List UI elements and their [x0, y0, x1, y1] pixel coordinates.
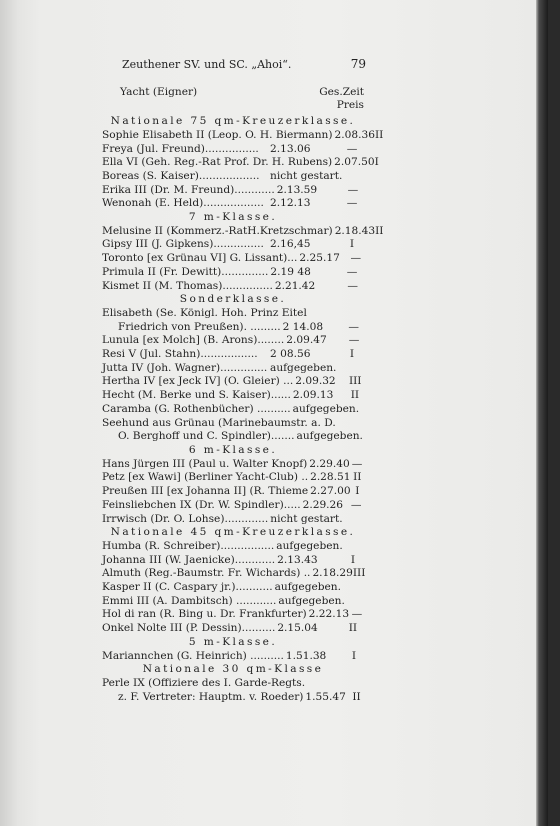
total-time: 2.07.50 — [334, 156, 375, 169]
prize: III — [348, 375, 362, 388]
yacht-owner: Toronto [ex Grünau VI] G. Lissant)... — [102, 252, 298, 265]
total-time: 2.19 48 — [270, 265, 311, 278]
result-row — [102, 143, 364, 157]
prize — [363, 430, 364, 444]
yacht-owner: Onkel Nolte III (P. Dessin).......... — [102, 622, 276, 635]
total-time: nicht gestart. — [270, 169, 343, 182]
yacht-owner: Kasper II (C. Caspary jr.)........... — [102, 581, 273, 594]
prize: II — [374, 128, 384, 141]
prize — [340, 362, 364, 376]
yacht-owner: O. Berghoff und C. Spindler)....... — [118, 430, 295, 443]
yacht-owner: Irrwisch (Dr. O. Lohse)............. — [102, 512, 269, 525]
total-time: aufgegeben. — [296, 430, 363, 443]
prize: — — [346, 265, 358, 278]
total-time: 2.18.29 — [312, 567, 353, 580]
total-time: 2.13.43 — [277, 553, 318, 566]
yacht-owner: Hol di ran (R. Bing u. Dr. Frankfurter) — [102, 608, 307, 621]
result-row — [102, 307, 364, 321]
result-row — [102, 156, 379, 170]
prize — [359, 403, 364, 417]
total-time — [336, 417, 358, 431]
yacht-owner: Kismet II (M. Thomas)............... — [102, 279, 273, 292]
result-row — [102, 471, 364, 485]
yacht-owner: Boreas (S. Kaiser).................. — [102, 169, 260, 182]
yacht-owner: Jutta IV (Joh. Wagner).............. — [102, 361, 268, 374]
result-row — [102, 403, 364, 417]
prize: — — [351, 457, 363, 470]
result-row — [102, 677, 364, 691]
result-row — [102, 581, 364, 595]
total-time — [307, 307, 350, 321]
result-row — [102, 540, 364, 554]
total-time: aufgegeben. — [276, 539, 343, 552]
total-time: 2.13.59 — [276, 183, 318, 196]
prize: I — [350, 553, 355, 566]
result-row — [102, 691, 364, 705]
class-heading: Nationale 30 qm-Klasse — [142, 663, 324, 676]
total-time: 2.29.26 — [302, 498, 344, 511]
prize: — — [348, 320, 359, 333]
yacht-owner: Friedrich von Preußen). ......... — [118, 320, 281, 333]
result-row — [102, 499, 364, 513]
result-row — [102, 417, 364, 431]
column-yacht: Yacht (Eigner) — [120, 85, 198, 98]
total-time: aufgegeben. — [292, 402, 360, 415]
running-header — [122, 58, 364, 72]
column-time-prize: Ges.Zeit Preis — [319, 85, 364, 112]
prize — [349, 677, 364, 691]
result-row — [102, 266, 364, 280]
yacht-owner: Humba (R. Schreiber)................ — [102, 539, 275, 552]
yacht-owner: Lunula [ex Molch] (B. Arons)........ — [102, 334, 285, 347]
page-number: 79 — [350, 57, 366, 71]
result-row — [102, 321, 364, 335]
prize — [343, 540, 364, 554]
prize: — — [351, 608, 363, 621]
result-row — [102, 389, 364, 403]
yacht-owner: Perle IX (Offiziere des I. Garde-Regts. — [102, 676, 306, 689]
class-heading: 7 m-Klasse. — [188, 211, 278, 224]
result-row — [102, 170, 364, 184]
yacht-owner: Mariannchen (G. Heinrich) .......... — [102, 649, 284, 662]
result-row — [102, 567, 364, 581]
yacht-owner: Wenonah (E. Held).................. — [102, 197, 264, 210]
prize: — — [350, 252, 362, 265]
prize: I — [349, 348, 355, 361]
prize: II — [350, 389, 360, 402]
total-time: 2.16,45 — [270, 238, 311, 251]
total-time: aufgegeben. — [270, 361, 337, 374]
yacht-owner: Hecht (M. Berke und S. Kaiser)...... — [102, 389, 291, 402]
prize: I — [349, 238, 355, 251]
yacht-owner: Freya (Jul. Freund)................ — [102, 142, 259, 155]
total-time: aufgegeben. — [274, 581, 341, 594]
total-time: 2.15.04 — [277, 622, 318, 635]
yacht-owner: Feinsliebchen IX (Dr. W. Spindler)..... — [102, 498, 301, 511]
result-row — [102, 252, 364, 266]
prize: I — [374, 156, 379, 169]
total-time: nicht gestart. — [270, 512, 343, 525]
prize: II — [375, 224, 384, 237]
total-time: 2.09.32 — [295, 375, 336, 388]
yacht-owner: Elisabeth (Se. Königl. Hoh. Prinz Eitel — [102, 306, 307, 319]
result-row — [102, 554, 364, 568]
total-time: 2.25.17 — [299, 252, 340, 265]
class-heading: Nationale 75 qm-Kreuzerklasse. — [110, 115, 356, 128]
total-time: 2 14.08 — [282, 320, 324, 333]
prize: — — [348, 334, 360, 347]
result-row — [102, 650, 364, 664]
prize: III — [352, 567, 366, 580]
prize — [341, 581, 364, 595]
prize: I — [355, 485, 360, 498]
result-row — [102, 184, 364, 198]
column-header — [102, 86, 364, 113]
total-time: 2 08.56 — [270, 348, 311, 361]
total-time: 1.55.47 — [305, 690, 346, 703]
yacht-owner: Caramba (G. Rothenbücher) .......... — [102, 402, 291, 415]
result-row — [102, 375, 364, 389]
yacht-owner: Melusine II (Kommerz.-RatH.Kretzschmar) — [102, 224, 333, 237]
yacht-owner: Emmi III (A. Dambitsch) ............ — [102, 594, 277, 607]
sections — [102, 115, 384, 704]
prize: — — [350, 498, 362, 511]
prize — [345, 595, 364, 609]
yacht-owner: Ella VI (Geh. Reg.-Rat Prof. Dr. H. Rubens) — [102, 156, 333, 169]
result-row — [102, 608, 364, 622]
result-row — [102, 334, 364, 348]
total-time: 2.29.40 — [309, 457, 350, 470]
prize: — — [346, 142, 358, 155]
total-time: 2.13.06 — [270, 142, 311, 155]
prize — [340, 513, 364, 527]
yacht-owner: Petz [ex Wawi] (Berliner Yacht-Club) .. — [102, 471, 309, 484]
class-heading: 5 m-Klasse. — [188, 635, 278, 648]
yacht-owner: Seehund aus Grünau (Marinebaumstr. a. D. — [102, 416, 336, 429]
result-row — [102, 238, 364, 252]
yacht-owner: Sophie Elisabeth II (Leop. O. H. Biermann) — [102, 128, 333, 141]
total-time: 2.22.13 — [308, 608, 350, 621]
result-row — [102, 362, 364, 376]
yacht-owner: Primula II (Fr. Dewitt).............. — [102, 265, 269, 278]
result-row — [102, 485, 364, 499]
results-list — [102, 57, 384, 704]
result-row — [102, 430, 364, 444]
yacht-owner: Hertha IV [ex Jeck IV] (O. Gleier) ... — [102, 375, 294, 388]
result-row — [102, 128, 384, 143]
yacht-owner: z. F. Vertreter: Hauptm. v. Roeder) — [118, 690, 304, 703]
total-time: 2.12.13 — [270, 197, 311, 210]
result-row — [102, 280, 364, 294]
prize: — — [347, 279, 358, 292]
prize — [350, 307, 364, 321]
prize — [357, 417, 364, 431]
result-row — [102, 595, 364, 609]
total-time: 2.18.43 — [334, 224, 376, 237]
yacht-owner: Resi V (Jul. Stahn)................. — [102, 348, 258, 361]
yacht-owner: Almuth (Reg.-Baumstr. Fr. Wichards) .. — [102, 567, 311, 580]
class-heading: Sonderklasse. — [179, 293, 287, 306]
total-time: 2.28.51 — [310, 471, 351, 484]
total-time — [305, 677, 349, 691]
yacht-owner: Preußen III [ex Johanna II] (R. Thieme — [102, 485, 309, 498]
running-title: Zeuthener SV. und SC. „Ahoi“. — [122, 58, 292, 71]
class-heading: 6 m-Klasse. — [188, 443, 278, 456]
yacht-owner: Hans Jürgen III (Paul u. Walter Knopf) — [102, 457, 308, 470]
prize: I — [351, 649, 357, 662]
result-row — [102, 197, 364, 211]
prize: II — [352, 690, 361, 703]
page-edge — [536, 0, 548, 826]
prize: — — [347, 183, 359, 196]
class-heading: Nationale 45 qm-Kreuzerklasse. — [110, 526, 356, 539]
prize: II — [348, 622, 358, 635]
total-time: 2.21.42 — [274, 279, 316, 292]
yacht-owner: Gipsy III (J. Gipkens)............... — [102, 238, 264, 251]
result-row — [102, 348, 364, 362]
total-time: 2.09.13 — [292, 389, 334, 402]
yacht-owner: Erika III (Dr. M. Freund)............ — [102, 183, 275, 196]
prize — [340, 170, 364, 184]
yacht-owner: Johanna III (W. Jaenicke)............ — [102, 553, 276, 566]
total-time: aufgegeben. — [278, 594, 345, 607]
result-row — [102, 513, 364, 527]
prize: II — [353, 471, 362, 484]
total-time: 2.08.36 — [334, 128, 375, 141]
result-row — [102, 224, 384, 239]
total-time: 2.27.00 — [310, 485, 351, 498]
total-time: 2.09.47 — [286, 334, 327, 347]
prize: — — [346, 197, 358, 210]
total-time: 1.51.38 — [285, 649, 327, 662]
result-row — [102, 622, 364, 636]
result-row — [102, 458, 364, 472]
